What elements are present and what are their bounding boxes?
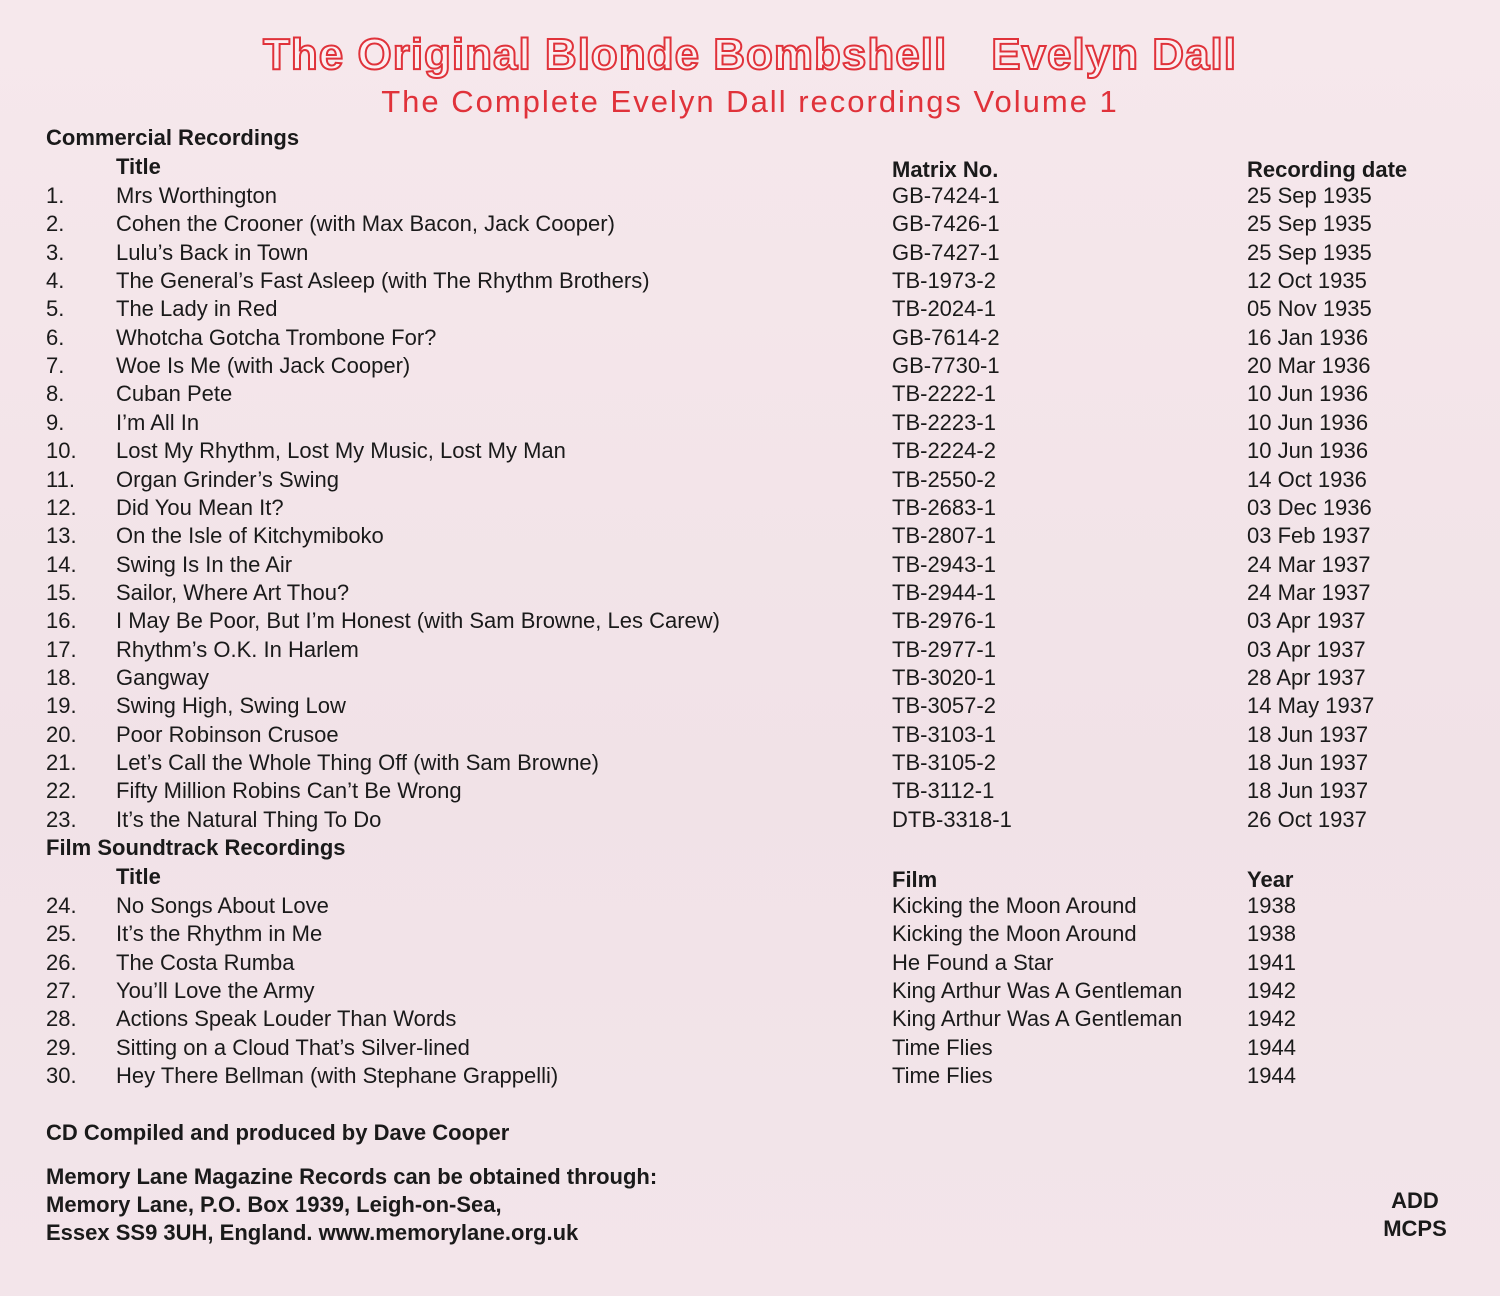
track-title: Actions Speak Louder Than Words xyxy=(116,1006,457,1032)
track-title: Rhythm’s O.K. In Harlem xyxy=(116,636,359,662)
film-section-heading: Film Soundtrack Recordings xyxy=(46,835,346,860)
track-title: You’ll Love the Army xyxy=(116,978,315,1004)
track-title: Cohen the Crooner (with Max Bacon, Jack Cooper) xyxy=(116,211,615,237)
track-row xyxy=(0,1006,1500,1034)
recording-date: 16 Jan 1936 xyxy=(1247,324,1369,350)
matrix-number: TB-3057-2 xyxy=(892,693,996,719)
track-row xyxy=(0,950,1500,978)
track-number: 18. xyxy=(46,664,77,690)
film-name: Kicking the Moon Around xyxy=(892,921,1137,947)
film-year: 1938 xyxy=(1247,893,1296,918)
recording-date: 28 Apr 1937 xyxy=(1247,664,1366,690)
track-row xyxy=(0,495,1500,523)
track-row xyxy=(0,353,1500,381)
track-number: 25. xyxy=(46,921,77,947)
track-number: 1. xyxy=(46,183,65,208)
matrix-number: TB-2683-1 xyxy=(892,494,996,520)
commercial-section-heading: Commercial Recordings xyxy=(46,125,300,150)
track-number: 27. xyxy=(46,978,77,1004)
recording-date: 18 Jun 1937 xyxy=(1247,721,1369,747)
matrix-number: TB-3020-1 xyxy=(892,664,996,690)
film-name: Kicking the Moon Around xyxy=(892,893,1137,918)
track-title: It’s the Natural Thing To Do xyxy=(116,806,382,832)
track-title: The Lady in Red xyxy=(116,296,278,322)
film-year: 1942 xyxy=(1247,1006,1296,1032)
track-number: 4. xyxy=(46,268,65,294)
track-row xyxy=(0,211,1500,239)
recording-date: 03 Apr 1937 xyxy=(1247,636,1366,662)
track-title: Fifty Million Robins Can’t Be Wrong xyxy=(116,778,462,804)
film-year: 1944 xyxy=(1247,1034,1296,1060)
recording-date: 03 Feb 1937 xyxy=(1247,523,1371,549)
album-title xyxy=(0,30,1500,80)
matrix-number: TB-2977-1 xyxy=(892,636,996,662)
track-number: 17. xyxy=(46,636,77,662)
credits: CD Compiled and produced by Dave Cooper xyxy=(46,1120,510,1145)
track-row xyxy=(0,552,1500,580)
track-row xyxy=(0,523,1500,551)
matrix-number: GB-7424-1 xyxy=(892,183,1000,208)
recording-date: 05 Nov 1935 xyxy=(1247,296,1372,322)
film-name: Time Flies xyxy=(892,1034,993,1060)
track-number: 30. xyxy=(46,1063,77,1089)
track-number: 29. xyxy=(46,1034,77,1060)
film-year: 1944 xyxy=(1247,1063,1296,1089)
track-number: 9. xyxy=(46,409,65,435)
track-number: 2. xyxy=(46,211,65,237)
track-title: Whotcha Gotcha Trombone For? xyxy=(116,324,437,350)
track-row xyxy=(0,183,1500,211)
matrix-number: TB-2024-1 xyxy=(892,296,996,322)
track-row xyxy=(0,296,1500,324)
recording-date: 24 Mar 1937 xyxy=(1247,551,1371,577)
track-title: Let’s Call the Whole Thing Off (with Sam Browne) xyxy=(116,750,599,775)
film-name: Time Flies xyxy=(892,1063,993,1089)
matrix-number: TB-1973-2 xyxy=(892,268,996,294)
matrix-number: TB-2550-2 xyxy=(892,466,996,492)
track-row xyxy=(0,580,1500,608)
track-title: It’s the Rhythm in Me xyxy=(116,921,323,947)
track-row xyxy=(0,665,1500,693)
track-row xyxy=(0,750,1500,778)
track-row xyxy=(0,807,1500,835)
track-number: 10. xyxy=(46,438,77,464)
recording-date: 18 Jun 1937 xyxy=(1247,778,1369,804)
track-row xyxy=(0,978,1500,1006)
track-title: Lost My Rhythm, Lost My Music, Lost My Man xyxy=(116,438,566,464)
recording-date: 03 Dec 1936 xyxy=(1247,494,1372,520)
track-row xyxy=(0,1063,1500,1091)
track-row xyxy=(0,893,1500,921)
artist-name: Evelyn Dall xyxy=(991,30,1237,79)
track-title: Did You Mean It? xyxy=(116,494,284,520)
track-title: The General’s Fast Asleep (with The Rhythm Brothers) xyxy=(116,268,650,294)
recording-date: 26 Oct 1937 xyxy=(1247,806,1367,832)
track-title: Cuban Pete xyxy=(116,381,233,407)
track-number: 6. xyxy=(46,324,65,350)
matrix-number: TB-2943-1 xyxy=(892,551,996,577)
matrix-number: TB-2222-1 xyxy=(892,381,996,407)
track-title: On the Isle of Kitchymiboko xyxy=(116,523,384,549)
track-number: 21. xyxy=(46,750,77,775)
track-title: Poor Robinson Crusoe xyxy=(116,721,339,747)
track-row xyxy=(0,325,1500,353)
track-title: Lulu’s Back in Town xyxy=(116,239,309,265)
recording-date: 14 May 1937 xyxy=(1247,693,1375,719)
track-number: 5. xyxy=(46,296,65,322)
track-title: The Costa Rumba xyxy=(116,949,295,975)
commercial-title-header: Title xyxy=(116,154,161,179)
recording-date: 03 Apr 1937 xyxy=(1247,608,1366,634)
track-row xyxy=(0,410,1500,438)
track-row xyxy=(0,467,1500,495)
recording-date: 10 Jun 1936 xyxy=(1247,438,1369,464)
matrix-number: DTB-3318-1 xyxy=(892,806,1012,832)
film-name: King Arthur Was A Gentleman xyxy=(892,1006,1183,1032)
track-number: 14. xyxy=(46,551,77,577)
track-number: 26. xyxy=(46,949,77,975)
track-number: 7. xyxy=(46,353,65,379)
track-row xyxy=(0,778,1500,806)
track-title: Swing High, Swing Low xyxy=(116,693,346,719)
track-row xyxy=(0,722,1500,750)
track-number: 3. xyxy=(46,239,65,265)
matrix-number: TB-2224-2 xyxy=(892,438,996,464)
matrix-number: GB-7427-1 xyxy=(892,239,1000,265)
track-row xyxy=(0,438,1500,466)
film-year: 1938 xyxy=(1247,921,1296,947)
track-row xyxy=(0,608,1500,636)
matrix-number: TB-2223-1 xyxy=(892,409,996,435)
track-row xyxy=(0,1035,1500,1063)
add-code: ADD xyxy=(1391,1188,1439,1213)
matrix-number: TB-2976-1 xyxy=(892,608,996,634)
track-title: Gangway xyxy=(116,664,209,690)
matrix-number: GB-7614-2 xyxy=(892,324,1000,350)
track-title: I’m All In xyxy=(116,409,200,435)
track-row xyxy=(0,637,1500,665)
track-number: 20. xyxy=(46,721,77,747)
matrix-number: GB-7426-1 xyxy=(892,211,1000,237)
track-row xyxy=(0,240,1500,268)
track-number: 19. xyxy=(46,693,77,719)
film-header: Film xyxy=(892,867,938,892)
matrix-number: GB-7730-1 xyxy=(892,353,1000,379)
track-title: No Songs About Love xyxy=(116,893,329,918)
matrix-number: TB-2944-1 xyxy=(892,579,996,605)
year-header: Year xyxy=(1247,867,1294,892)
track-title: Organ Grinder’s Swing xyxy=(116,466,339,492)
track-row xyxy=(0,381,1500,409)
recording-date: 25 Sep 1935 xyxy=(1247,183,1372,208)
matrix-header: Matrix No. xyxy=(892,157,999,182)
track-number: 24. xyxy=(46,893,77,918)
track-number: 15. xyxy=(46,579,77,605)
album-title-main: The Original Blonde Bombshell xyxy=(263,30,948,79)
recording-date: 25 Sep 1935 xyxy=(1247,239,1372,265)
ordering-line-3: Essex SS9 3UH, England. www.memorylane.org.uk xyxy=(46,1220,579,1245)
film-name: He Found a Star xyxy=(892,949,1054,975)
track-number: 16. xyxy=(46,608,77,634)
recording-date: 14 Oct 1936 xyxy=(1247,466,1367,492)
track-number: 22. xyxy=(46,778,77,804)
track-title: Sailor, Where Art Thou? xyxy=(116,579,350,605)
film-name: King Arthur Was A Gentleman xyxy=(892,978,1183,1004)
track-title: I May Be Poor, But I’m Honest (with Sam Browne, Les Carew) xyxy=(116,608,721,634)
mcps-code: MCPS xyxy=(1383,1216,1447,1241)
matrix-number: TB-2807-1 xyxy=(892,523,996,549)
matrix-number: TB-3105-2 xyxy=(892,750,996,775)
track-number: 28. xyxy=(46,1006,77,1032)
track-row xyxy=(0,921,1500,949)
film-year: 1941 xyxy=(1247,949,1296,975)
recording-date: 18 Jun 1937 xyxy=(1247,750,1369,775)
recording-date: 10 Jun 1936 xyxy=(1247,409,1369,435)
recording-date: 20 Mar 1936 xyxy=(1247,353,1371,379)
album-subtitle: The Complete Evelyn Dall recordings Volume 1 xyxy=(381,84,1119,119)
track-title: Sitting on a Cloud That’s Silver-lined xyxy=(116,1034,470,1060)
recording-date: 25 Sep 1935 xyxy=(1247,211,1372,237)
film-year: 1942 xyxy=(1247,978,1296,1004)
track-number: 23. xyxy=(46,806,77,832)
track-title: Swing Is In the Air xyxy=(116,551,293,577)
track-number: 11. xyxy=(46,466,75,492)
track-title: Mrs Worthington xyxy=(116,183,277,208)
format-codes xyxy=(1360,1188,1470,1244)
ordering-line-2: Memory Lane, P.O. Box 1939, Leigh-on-Sea, xyxy=(46,1192,502,1217)
track-number: 8. xyxy=(46,381,65,407)
matrix-number: TB-3103-1 xyxy=(892,721,996,747)
track-title: Woe Is Me (with Jack Cooper) xyxy=(116,353,411,379)
recording-date: 24 Mar 1937 xyxy=(1247,579,1371,605)
track-number: 13. xyxy=(46,523,77,549)
track-number: 12. xyxy=(46,494,77,520)
track-row xyxy=(0,268,1500,296)
recording-date: 12 Oct 1935 xyxy=(1247,268,1367,294)
recording-date-header: Recording date xyxy=(1247,157,1408,182)
recording-date: 10 Jun 1936 xyxy=(1247,381,1369,407)
matrix-number: TB-3112-1 xyxy=(892,778,995,804)
ordering-info xyxy=(46,1164,657,1248)
track-title: Hey There Bellman (with Stephane Grappelli) xyxy=(116,1063,559,1089)
ordering-line-1: Memory Lane Magazine Records can be obtained through: xyxy=(46,1164,658,1189)
track-row xyxy=(0,693,1500,721)
film-title-header: Title xyxy=(116,864,161,889)
